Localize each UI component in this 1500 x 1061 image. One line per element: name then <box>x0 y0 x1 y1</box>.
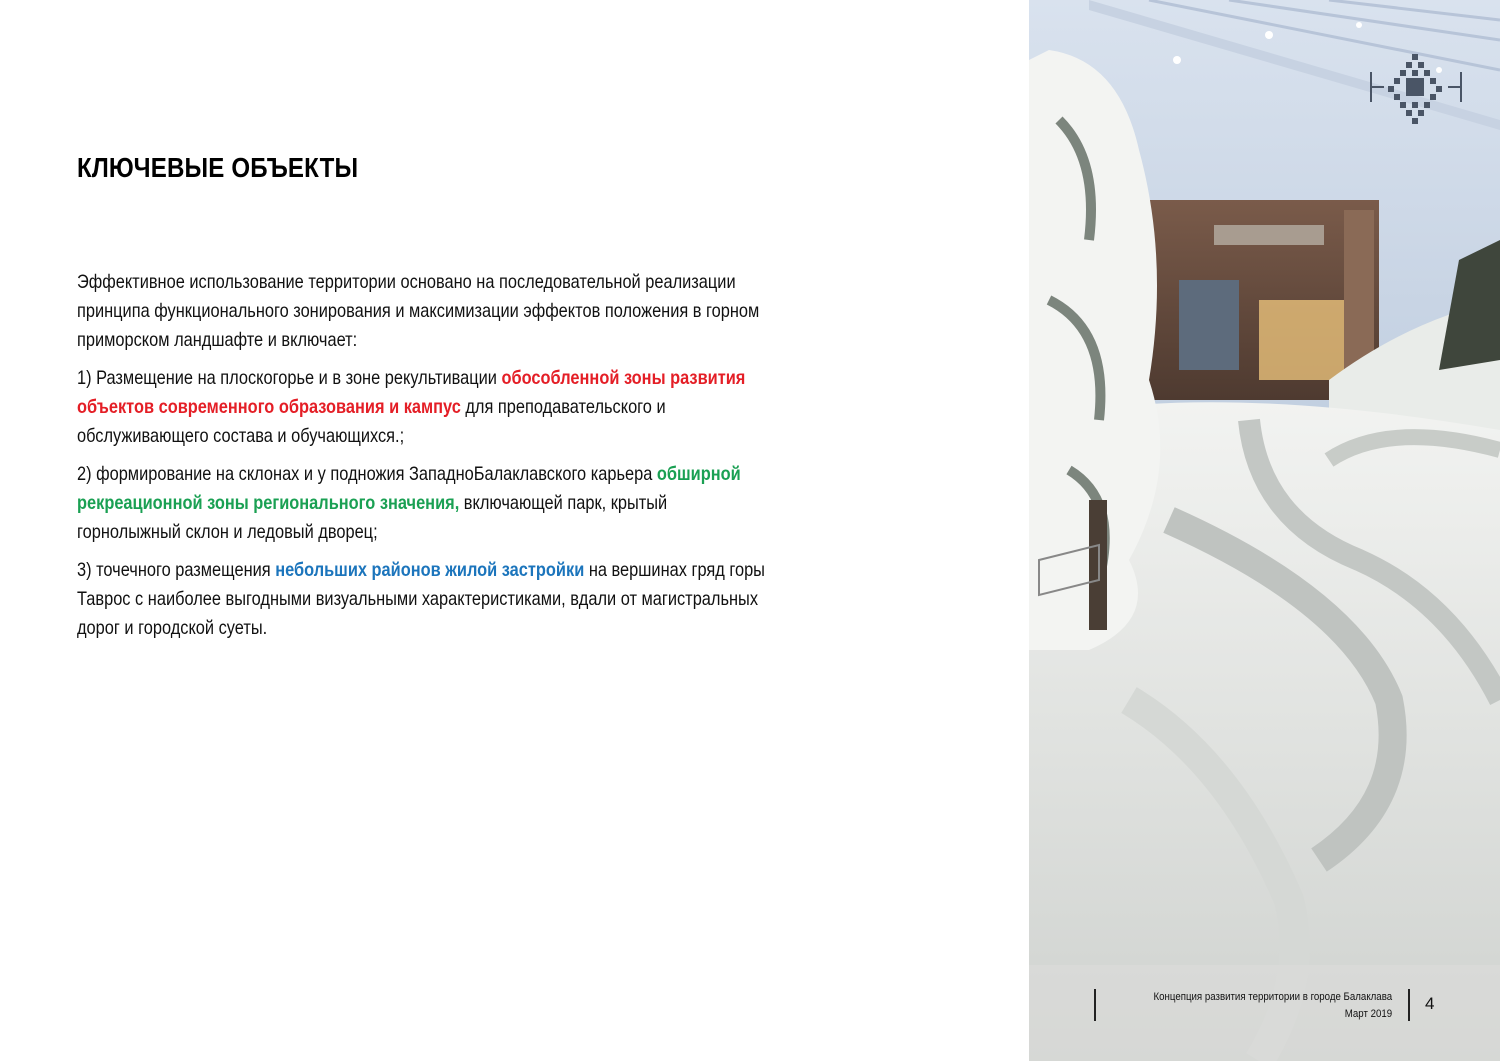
highlight-residential-zone: небольших районов жилой застройки <box>275 559 585 581</box>
list-item: 2) формирование на склонах и у подножия ЗападноБалаклавского карьера обширной рекреационной зоны регионального значения, включающей парк, крытый горнолыжный склон и ледовый дворец; <box>77 463 741 543</box>
body-text <box>77 268 766 652</box>
footer-caption <box>1153 989 1392 1023</box>
highlight-recreation-zone: обширной рекреационной зоны регионального значения, <box>77 463 741 514</box>
intro-paragraph: Эффективное использование территории основано на последовательной реализации принципа функционального зонирования и максимизации эффектов положения в горном приморском ландшафте и включает: <box>77 271 760 351</box>
indoor-ski-slope-photo <box>1029 0 1500 1061</box>
footer-divider-right <box>1408 989 1410 1021</box>
page-number: 4 <box>1425 994 1435 1013</box>
footer-divider-left <box>1094 989 1096 1021</box>
footer-date: Март 2019 <box>1344 1008 1392 1020</box>
highlight-education-zone: обособленной зоны развития объектов современного образования и кампус <box>77 367 746 418</box>
page-title: КЛЮЧЕВЫЕ ОБЪЕКТЫ <box>77 152 359 183</box>
list-item: 3) точечного размещения небольших районов жилой застройки на вершинах гряд горы Таврос с наиболее выгодными визуальными характеристиками, вдали от магистральных дорог и городской суеты. <box>77 559 765 639</box>
list-item: 1) Размещение на плоскогорье и в зоне рекультивации обособленной зоны развития объектов современного образования и кампус для преподавательского и обслуживающего состава и обучающихся.; <box>77 367 746 447</box>
footer-project-title: Концепция развития территории в городе Балаклава <box>1153 991 1392 1003</box>
logo-icon <box>1368 48 1464 134</box>
